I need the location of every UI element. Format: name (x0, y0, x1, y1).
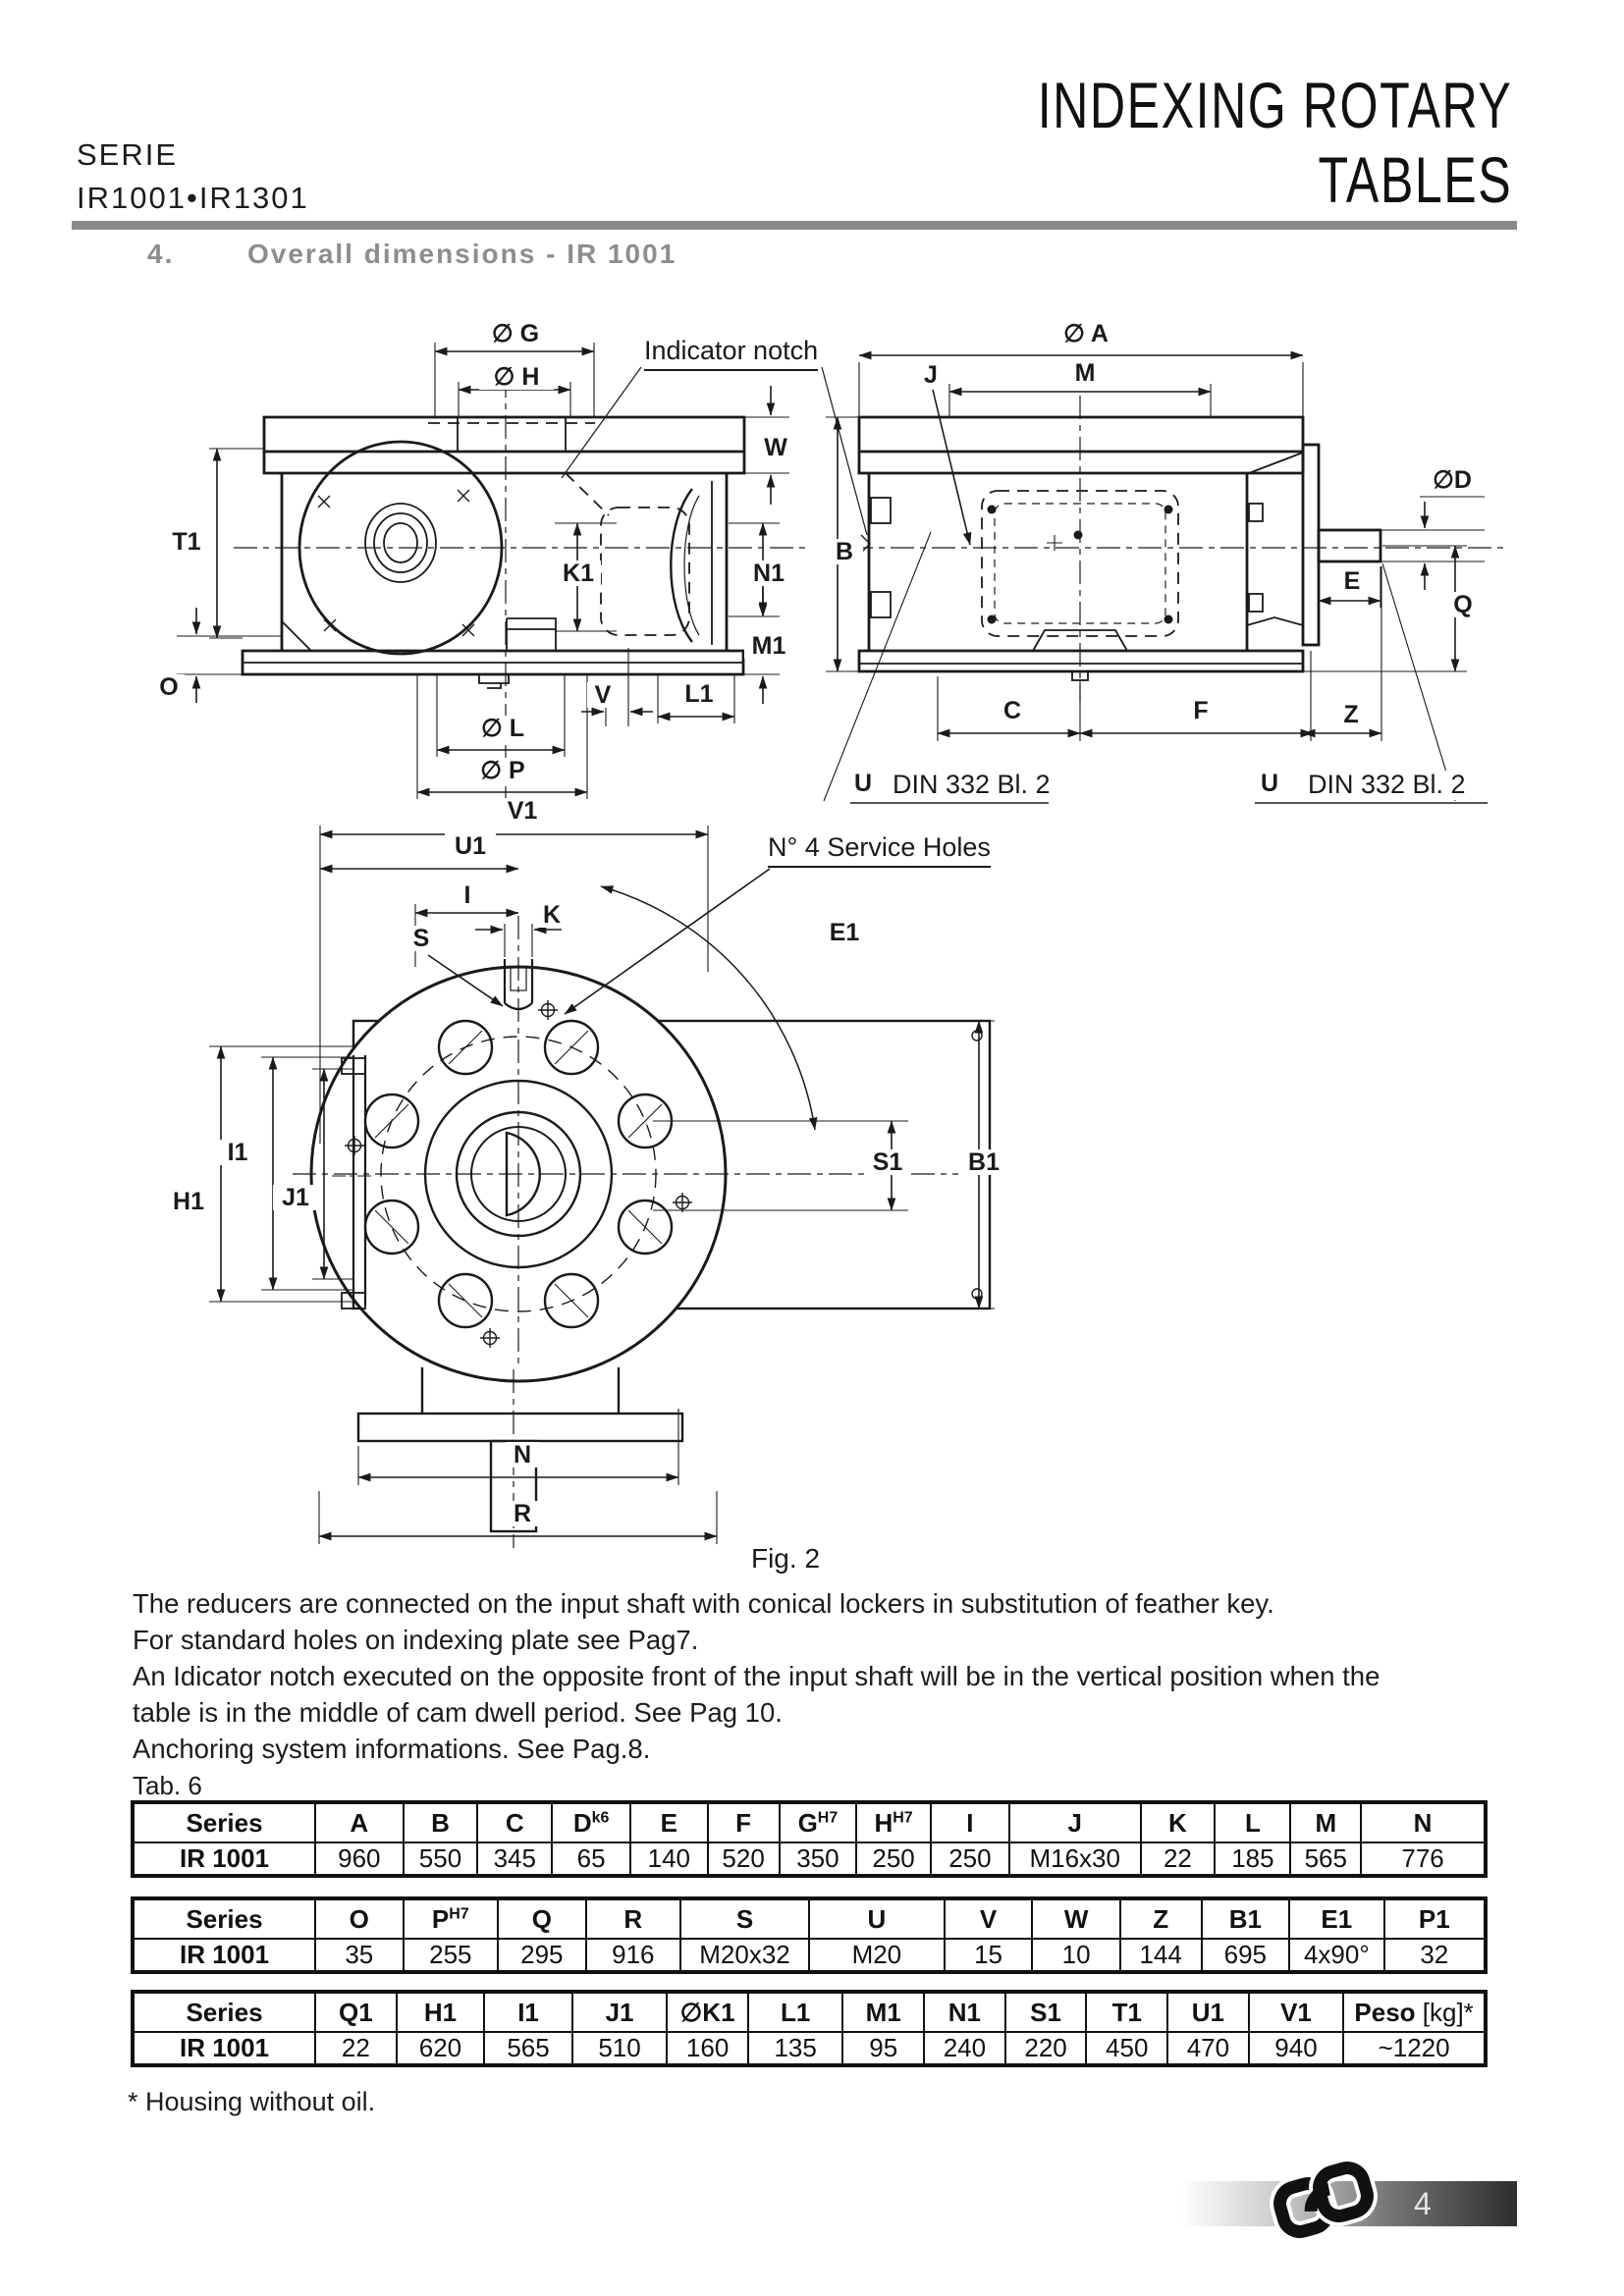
col-header: E1 (1289, 1898, 1383, 1939)
col-header: Q1 (315, 1992, 397, 2032)
col-header: L1 (748, 1992, 842, 2032)
col-header: $H^{H7}$ (856, 1802, 931, 1842)
doc-title-line2: TABLES (1318, 143, 1512, 216)
cell-value: 450 (1086, 2032, 1167, 2065)
cell-value: 510 (572, 2032, 667, 2065)
notes-block (133, 1585, 1380, 1767)
note-line: Anchoring system informations. See Pag.8. (133, 1734, 651, 1764)
dim-label-W: W (758, 435, 793, 460)
figure-caption: Fig. 2 (750, 1543, 821, 1574)
dim-label-V1: V1 (496, 798, 549, 824)
cell-value: 565 (484, 2032, 572, 2065)
cell-value: M20 (809, 1939, 945, 1972)
dim-label-I: I (452, 882, 483, 908)
col-header: $P^{H7}$ (404, 1898, 498, 1939)
dim-label-K1: K1 (556, 561, 601, 586)
cell-value: 960 (315, 1842, 404, 1876)
cell-value: 776 (1361, 1842, 1486, 1876)
col-header: V1 (1249, 1992, 1343, 2032)
table-caption: Tab. 6 (133, 1771, 202, 1800)
dimension-table-1 (131, 1800, 1488, 1878)
dim-label-M: M (1065, 360, 1105, 386)
dim-label-F: F (1184, 698, 1218, 723)
col-header: $G^{H7}$ (780, 1802, 857, 1842)
col-header: Z (1120, 1898, 1202, 1939)
cell-value: 250 (856, 1842, 931, 1876)
cell-value: M16x30 (1009, 1842, 1141, 1876)
dim-label-dA: ∅ A (1047, 321, 1125, 347)
cell-value: 240 (924, 2032, 1005, 2065)
col-header: U (809, 1898, 945, 1939)
col-header: J (1009, 1802, 1141, 1842)
note-line: For standard holes on indexing plate see Pag7. (133, 1625, 699, 1655)
col-header: N (1361, 1802, 1486, 1842)
dim-label-V: V (587, 682, 619, 708)
dim-label-J: J (915, 362, 947, 388)
col-header: I (931, 1802, 1009, 1842)
surface-finish-marks (318, 490, 474, 636)
figure-drawing (118, 280, 1551, 1585)
dimension-table-2 (131, 1896, 1488, 1974)
col-header: S (680, 1898, 809, 1939)
col-header: E (630, 1802, 708, 1842)
din-note1-text: DIN 332 Bl. 2 (893, 770, 1051, 799)
cell-value: 65 (552, 1842, 630, 1876)
dim-label-K: K (536, 902, 568, 928)
note-line: The reducers are connected on the input shaft with conical lockers in substitution of feather key. (133, 1588, 1274, 1619)
dimension-table-3 (131, 1990, 1488, 2067)
cell-value: 220 (1005, 2032, 1087, 2065)
dim-label-M1: M1 (744, 633, 793, 659)
col-header: K (1141, 1802, 1216, 1842)
section-title: Overall dimensions - IR 1001 (247, 239, 677, 269)
cell-value: 940 (1249, 2032, 1343, 2065)
dim-label-N1: N1 (746, 561, 791, 586)
note-line: An Idicator notch executed on the opposite front of the input shaft will be in the vertical position when the (133, 1661, 1380, 1691)
dim-label-B: B (826, 539, 863, 564)
col-header: Q (498, 1898, 586, 1939)
din-note2-text: DIN 332 Bl. 2 (1308, 770, 1466, 799)
serie-label: SERIE (77, 137, 179, 172)
dim-label-dL: ∅ L (463, 716, 542, 741)
col-header: S1 (1005, 1992, 1087, 2032)
dim-label-L1: L1 (674, 681, 725, 707)
col-header: W (1032, 1898, 1120, 1939)
cell-value: 35 (315, 1939, 404, 1972)
series-cell: IR 1001 (133, 1939, 315, 1972)
col-header: Series (133, 1802, 315, 1842)
series-cell: IR 1001 (133, 1842, 315, 1876)
dim-label-H1: H1 (165, 1189, 212, 1214)
col-header: R (586, 1898, 680, 1939)
cell-value: 255 (404, 1939, 498, 1972)
front-view (209, 826, 1006, 1548)
brand-logo-icon (1270, 2158, 1380, 2244)
cell-value: M20x32 (680, 1939, 809, 1972)
col-header: A (315, 1802, 404, 1842)
cell-value: 350 (780, 1842, 857, 1876)
col-header: C (477, 1802, 552, 1842)
dim-label-O: O (153, 674, 185, 700)
cell-value: 345 (477, 1842, 552, 1876)
col-header: L (1215, 1802, 1290, 1842)
dim-label-Z: Z (1331, 702, 1371, 727)
col-header: B (404, 1802, 478, 1842)
col-header: H1 (397, 1992, 485, 2032)
col-header: N1 (924, 1992, 1005, 2032)
dim-label-Q: Q (1443, 592, 1483, 617)
cell-value: 620 (397, 2032, 485, 2065)
dim-label-J1: J1 (273, 1185, 318, 1210)
dim-label-S1: S1 (865, 1149, 910, 1175)
header-divider-bar (72, 221, 1517, 230)
series-cell: IR 1001 (133, 2032, 315, 2065)
dim-label-I1: I1 (218, 1140, 257, 1165)
cell-value: 144 (1120, 1939, 1202, 1972)
cell-value: 160 (667, 2032, 748, 2065)
cell-value: ~1220 (1343, 2032, 1486, 2065)
serie-models: IR1001•IR1301 (77, 181, 309, 215)
dim-label-E1: E1 (821, 920, 868, 945)
cell-value: 22 (315, 2032, 397, 2065)
col-header: J1 (572, 1992, 667, 2032)
din-note2-u: U (1261, 770, 1279, 797)
cell-value: 32 (1384, 1939, 1486, 1972)
col-header: M (1290, 1802, 1361, 1842)
col-header: V (945, 1898, 1033, 1939)
col-header: Peso [kg]* (1343, 1992, 1486, 2032)
col-header: U1 (1167, 1992, 1249, 2032)
cell-value: 4x90° (1289, 1939, 1383, 1972)
cell-value: 185 (1215, 1842, 1290, 1876)
cell-value: 295 (498, 1939, 586, 1972)
col-header: F (708, 1802, 780, 1842)
dim-label-T1: T1 (163, 529, 210, 555)
dim-label-R: R (506, 1501, 539, 1526)
side-view-shaft (824, 355, 1504, 803)
dim-label-N: N (506, 1442, 539, 1468)
din-note1-u: U (854, 770, 873, 797)
dim-label-dG: ∅ G (473, 321, 558, 347)
section-number: 4. (147, 239, 175, 269)
col-header: M1 (842, 1992, 924, 2032)
cell-value: 140 (630, 1842, 708, 1876)
col-header: P1 (1384, 1898, 1486, 1939)
cell-value: 15 (945, 1939, 1033, 1972)
cell-value: 135 (748, 2032, 842, 2065)
dim-label-dP: ∅ P (463, 758, 542, 783)
dim-label-E: E (1333, 568, 1371, 594)
cell-value: 520 (708, 1842, 780, 1876)
col-header: Series (133, 1898, 315, 1939)
dim-label-dD: ∅D (1420, 467, 1485, 493)
doc-title-line1: INDEXING ROTARY (1037, 69, 1512, 141)
page-number: 4 (1414, 2186, 1432, 2221)
cell-value: 695 (1202, 1939, 1290, 1972)
col-header: T1 (1086, 1992, 1167, 2032)
col-header: B1 (1202, 1898, 1290, 1939)
indicator-notch-label: Indicator notch (644, 337, 818, 371)
service-holes-label: N° 4 Service Holes (768, 833, 991, 868)
dim-label-S: S (405, 926, 438, 951)
col-header: I1 (484, 1992, 572, 2032)
cell-value: 916 (586, 1939, 680, 1972)
cell-value: 95 (842, 2032, 924, 2065)
dim-label-C: C (994, 698, 1031, 723)
col-header: O (315, 1898, 404, 1939)
dim-label-dH: ∅ H (479, 364, 554, 390)
col-header: $D^{k6}$ (552, 1802, 630, 1842)
col-header: Series (133, 1992, 315, 2032)
cell-value: 565 (1290, 1842, 1361, 1876)
cell-value: 550 (404, 1842, 478, 1876)
dim-label-B1: B1 (958, 1149, 1009, 1175)
note-line: table is in the middle of cam dwell period. See Pag 10. (133, 1697, 783, 1728)
col-header: ∅K1 (667, 1992, 748, 2032)
cell-value: 22 (1141, 1842, 1216, 1876)
table-footnote: * Housing without oil. (128, 2087, 376, 2116)
cell-value: 10 (1032, 1939, 1120, 1972)
cell-value: 470 (1167, 2032, 1249, 2065)
cell-value: 250 (931, 1842, 1009, 1876)
dim-label-U1: U1 (445, 833, 496, 859)
